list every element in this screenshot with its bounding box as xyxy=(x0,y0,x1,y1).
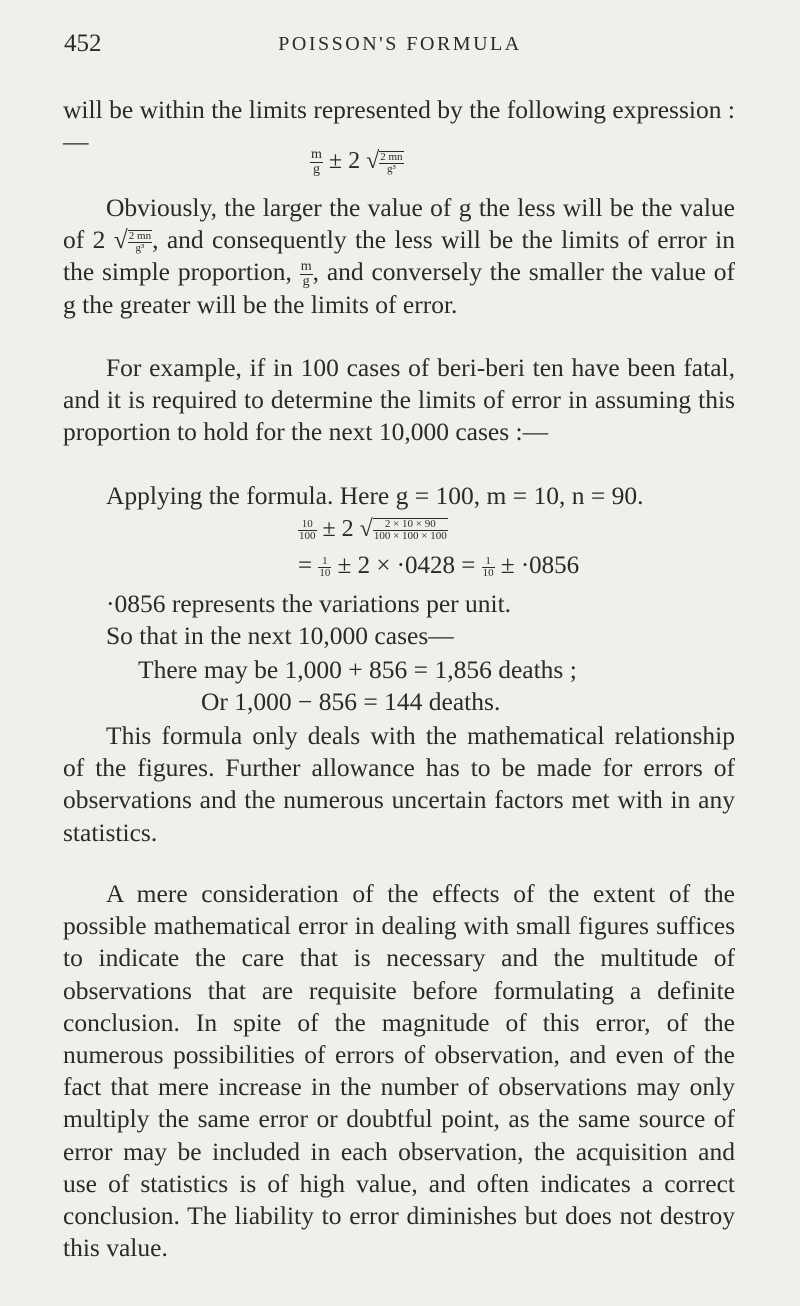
sqrt-sign: √ $\frac{2 mn}{\text{g³}}$ xyxy=(366,148,403,175)
running-title: POISSON'S FORMULA xyxy=(278,33,522,55)
formula-fraction: $\frac{m}{g}$ xyxy=(311,147,322,177)
para-9 xyxy=(63,720,735,849)
paragraph-text: will be within the limits represented by the following expression :— xyxy=(63,95,735,157)
paragraph-text: Or 1,000 − 856 = 144 deaths. xyxy=(201,687,501,716)
paragraph-text: There may be 1,000 + 856 = 1,856 deaths ; xyxy=(138,655,577,684)
page-header xyxy=(64,30,736,70)
formula-operator: ± 2 xyxy=(328,148,361,175)
formula-operator: ± 2 xyxy=(322,516,354,542)
page-number: 452 xyxy=(64,30,102,57)
para-5 xyxy=(63,588,735,620)
paragraph-text: Obviously, the larger the value of g the less will be the value of 2 √ $\frac{2 mn}{\text{g³}}$ , and consequently the less will be the limits of error in the simple proportion, $\frac{m}{g}$ , and conversely the smaller the value of g the greater will be the limits of error. xyxy=(63,193,735,320)
paragraph-text: So that in the next 10,000 cases— xyxy=(106,621,454,650)
sqrt-sign: √ $\frac{2 \times 10 \times 90}{100 \times 100 \times 100}$ xyxy=(359,516,447,543)
formula-fraction: $\frac{1}{10}$ xyxy=(319,554,331,579)
paragraph-text: ·0856 represents the variations per unit. xyxy=(106,589,512,618)
para-10 xyxy=(63,878,735,1264)
formula-1 xyxy=(310,148,404,177)
paragraph-text: For example, if in 100 cases of beri-beri ten have been fatal, and it is required to determine the limits of error in assuming this proportion to hold for the next 10,000 cases :— xyxy=(63,353,735,447)
line-7 xyxy=(138,654,738,686)
paragraph-text: A mere consideration of the effects of the extent of the possible mathematical error in dealing with small figures suffices to indicate the care that is necessary and the multitude of observations that are requisite before formulating a definite conclusion. In spite of the magnitude of this error, of the numerous possibilities of errors of observation, and even of the fact that mere increase in the number of observations may only multiply the same error or doubtful point, as the same source of error may be included in each observation, the acquisition and use of statistics is of high value, and often indicates a correct conclusion. The liability to error diminishes but does not destroy this value. xyxy=(63,879,735,1263)
formula-2 xyxy=(298,516,448,543)
para-2 xyxy=(63,192,735,321)
paragraph-text: Applying the formula. Here g = 100, m = 10, n = 90. xyxy=(106,481,644,510)
para-6 xyxy=(63,620,735,652)
formula-fraction: $\frac{1}{10}$ xyxy=(482,554,494,579)
para-4 xyxy=(63,480,735,512)
para-3 xyxy=(63,352,735,449)
line-8 xyxy=(201,686,741,718)
paragraph-text: This formula only deals with the mathematical relationship of the figures. Further allowance has to be made for errors of observations and the numerous uncertain factors met with in any statistics. xyxy=(63,721,735,847)
formula-3: = $\frac{1}{10}$ ± 2 × ·0428 = $\frac{1}{10}$ ± ·0856 xyxy=(298,552,580,579)
formula-fraction: $\frac{10}{100}$ xyxy=(299,517,316,542)
